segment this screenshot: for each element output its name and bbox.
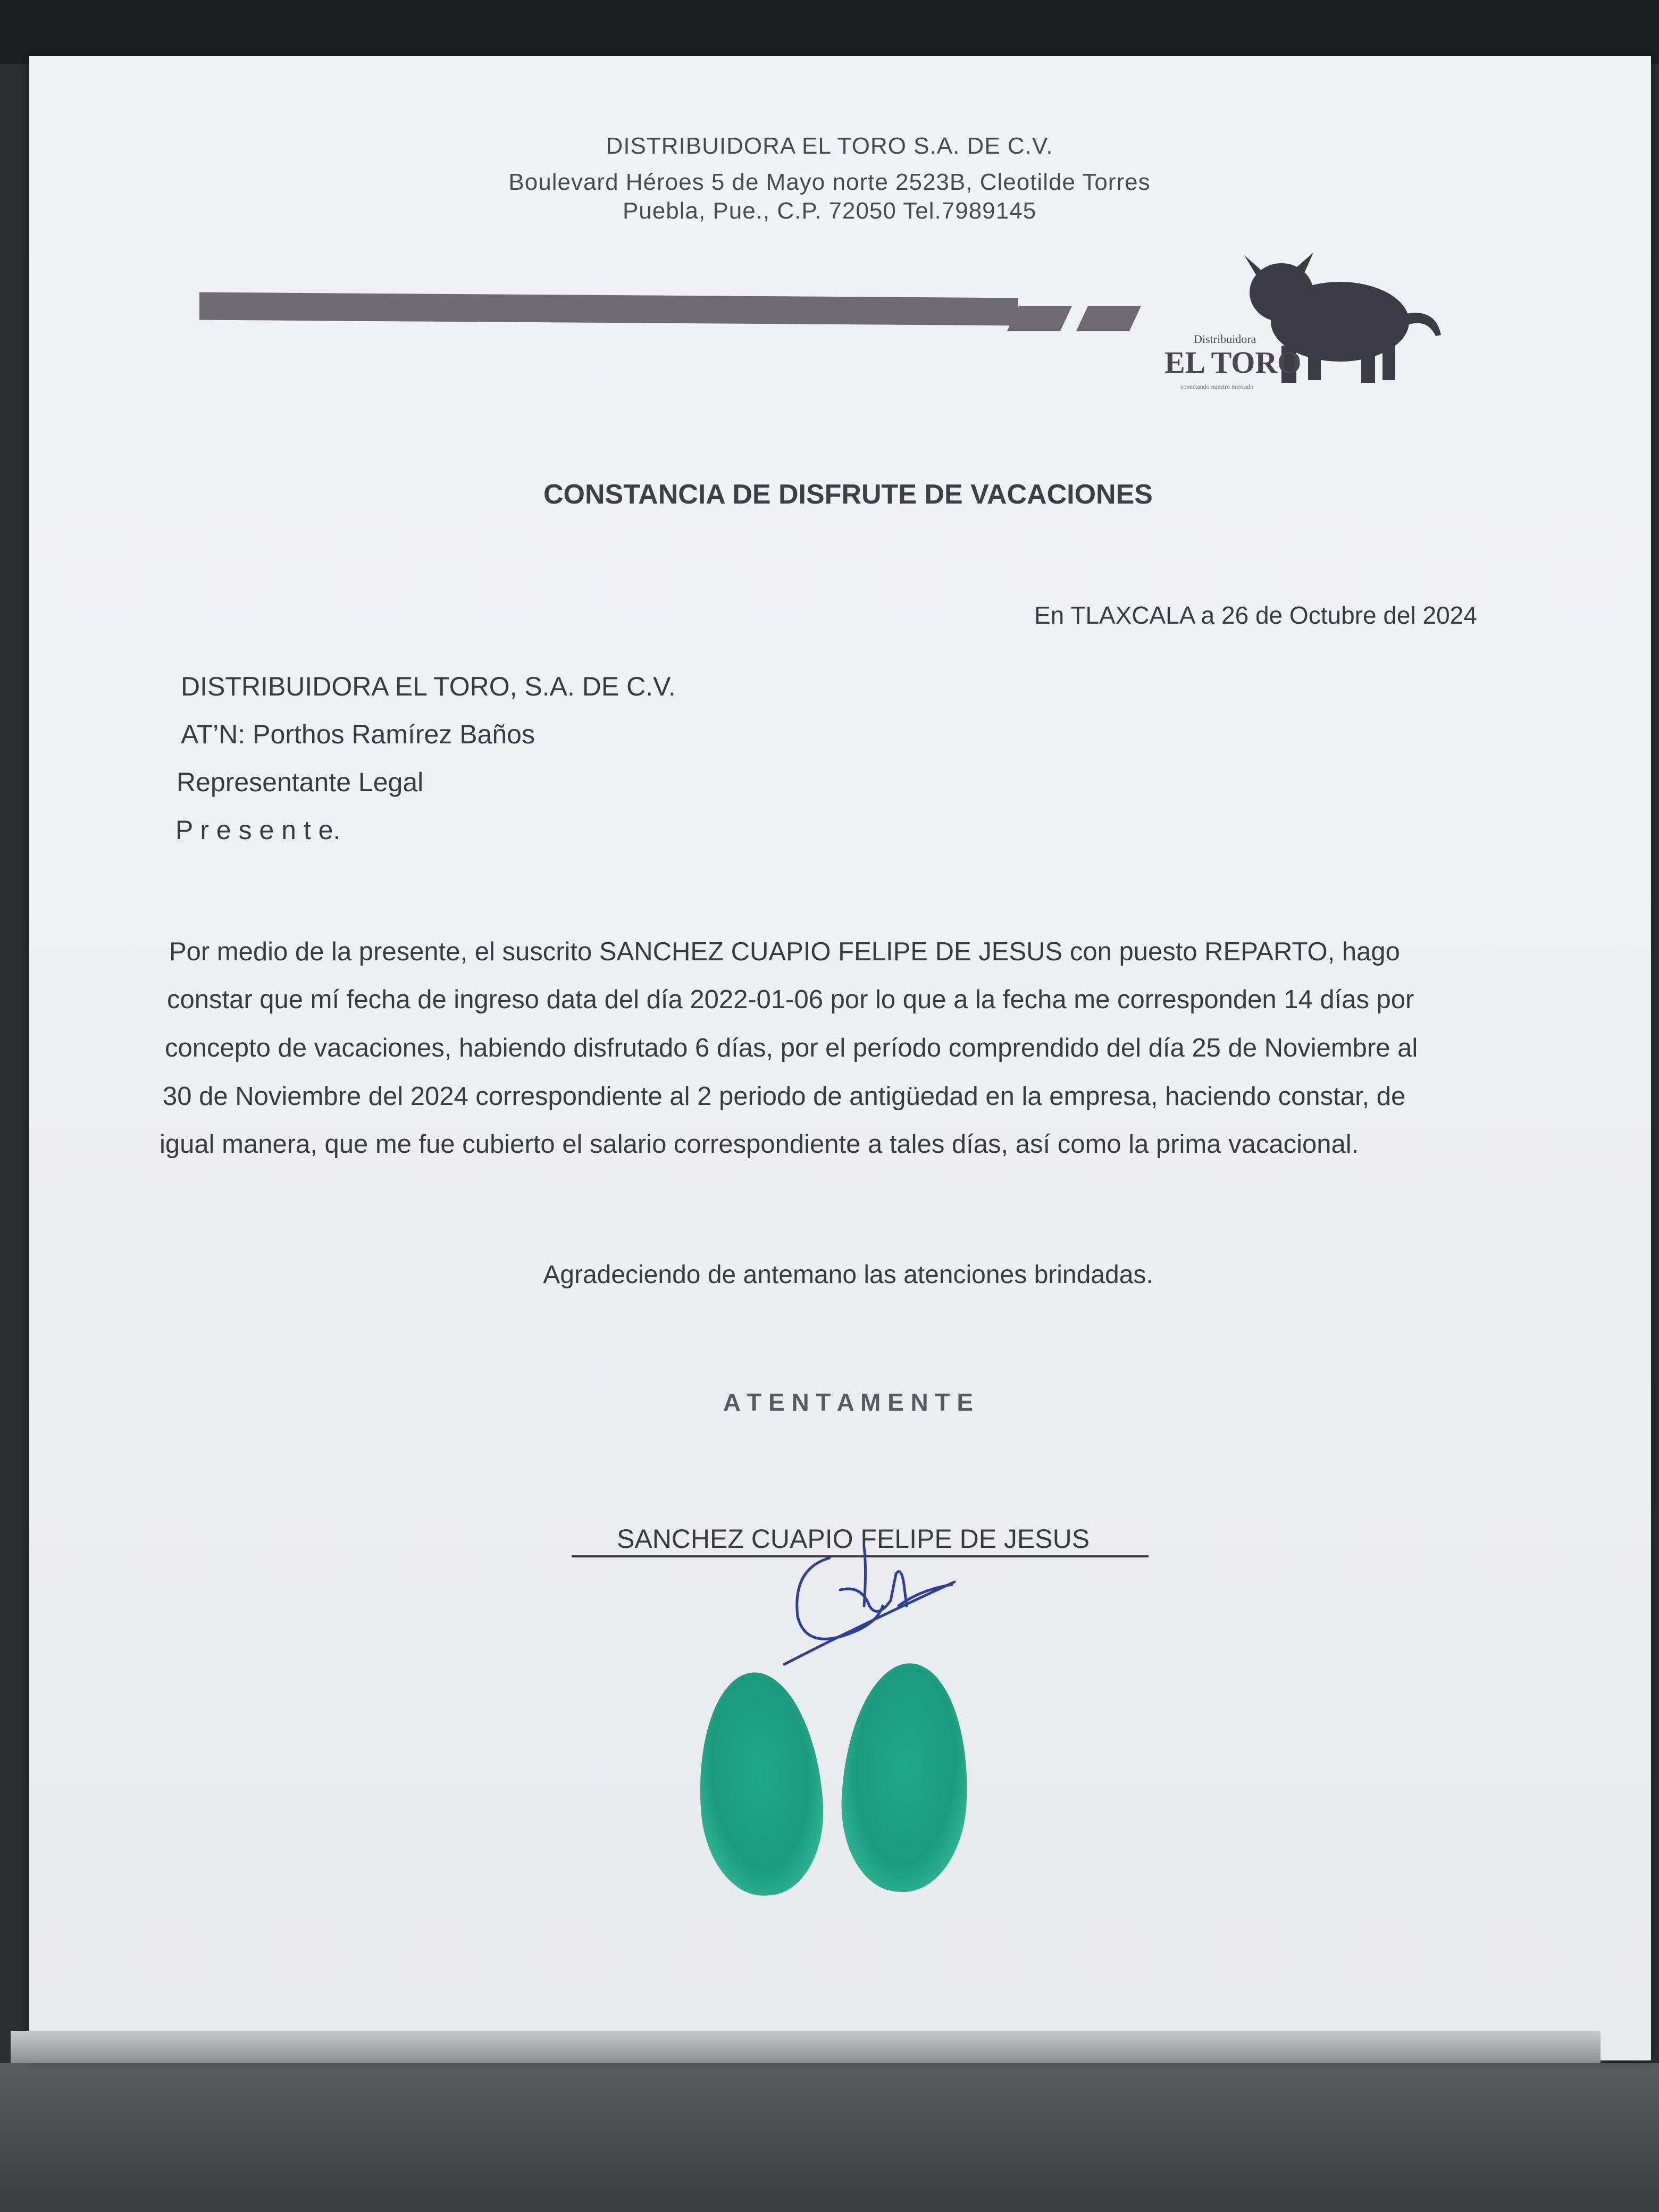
- document-title: CONSTANCIA DE DISFRUTE DE VACACIONES: [543, 479, 1153, 510]
- background-top: [0, 0, 1659, 64]
- recipient-presente: P r e s e n t e.: [175, 815, 341, 845]
- logo-small-text: Distribuidora: [1194, 332, 1256, 346]
- body-line: constar que mí fecha de ingreso data del día 2022-01-06 por lo que a la fecha me corresponden 14 días por: [167, 985, 1414, 1014]
- logo-name: EL TORO: [1164, 345, 1302, 380]
- header-address-line1: Boulevard Héroes 5 de Mayo norte 2523B, Cleotilde Torres: [508, 169, 1151, 195]
- recipient-company: DISTRIBUIDORA EL TORO, S.A. DE C.V.: [181, 672, 676, 701]
- header-address-line2: Puebla, Pue., C.P. 72050 Tel.7989145: [622, 198, 1037, 224]
- recipient-attention: AT’N: Porthos Ramírez Baños: [181, 719, 535, 749]
- sign-off: A T E N T A M E N T E: [723, 1388, 974, 1416]
- header-company: DISTRIBUIDORA EL TORO S.A. DE C.V.: [606, 133, 1053, 159]
- signer-name: SANCHEZ CUAPIO FELIPE DE JESUS: [617, 1524, 1090, 1554]
- company-logo: [1159, 245, 1457, 404]
- bull-icon: [1159, 245, 1457, 404]
- paper-stack-edge: [11, 2031, 1601, 2063]
- body-line: concepto de vacaciones, habiendo disfrutado 6 días, por el período comprendido del día 25 de Noviembre al: [165, 1034, 1418, 1062]
- body-line: igual manera, que me fue cubierto el salario correspondiente a tales días, así como la prima vacacional.: [160, 1130, 1359, 1159]
- logo-tagline: conectando nuestro mercado: [1180, 383, 1254, 390]
- background-table: [0, 2063, 1659, 2212]
- recipient-role: Representante Legal: [177, 767, 424, 797]
- body-line: Por medio de la presente, el suscrito SANCHEZ CUAPIO FELIPE DE JESUS con puesto REPARTO, hago: [169, 937, 1400, 966]
- body-line: 30 de Noviembre del 2024 correspondiente al 2 periodo de antigüedad en la empresa, haciendo constar, de: [163, 1082, 1406, 1111]
- closing-line: Agradeciendo de antemano las atenciones brindadas.: [543, 1261, 1153, 1289]
- handwritten-signature: [776, 1526, 968, 1675]
- date-line: En TLAXCALA a 26 de Octubre del 2024: [1034, 601, 1477, 629]
